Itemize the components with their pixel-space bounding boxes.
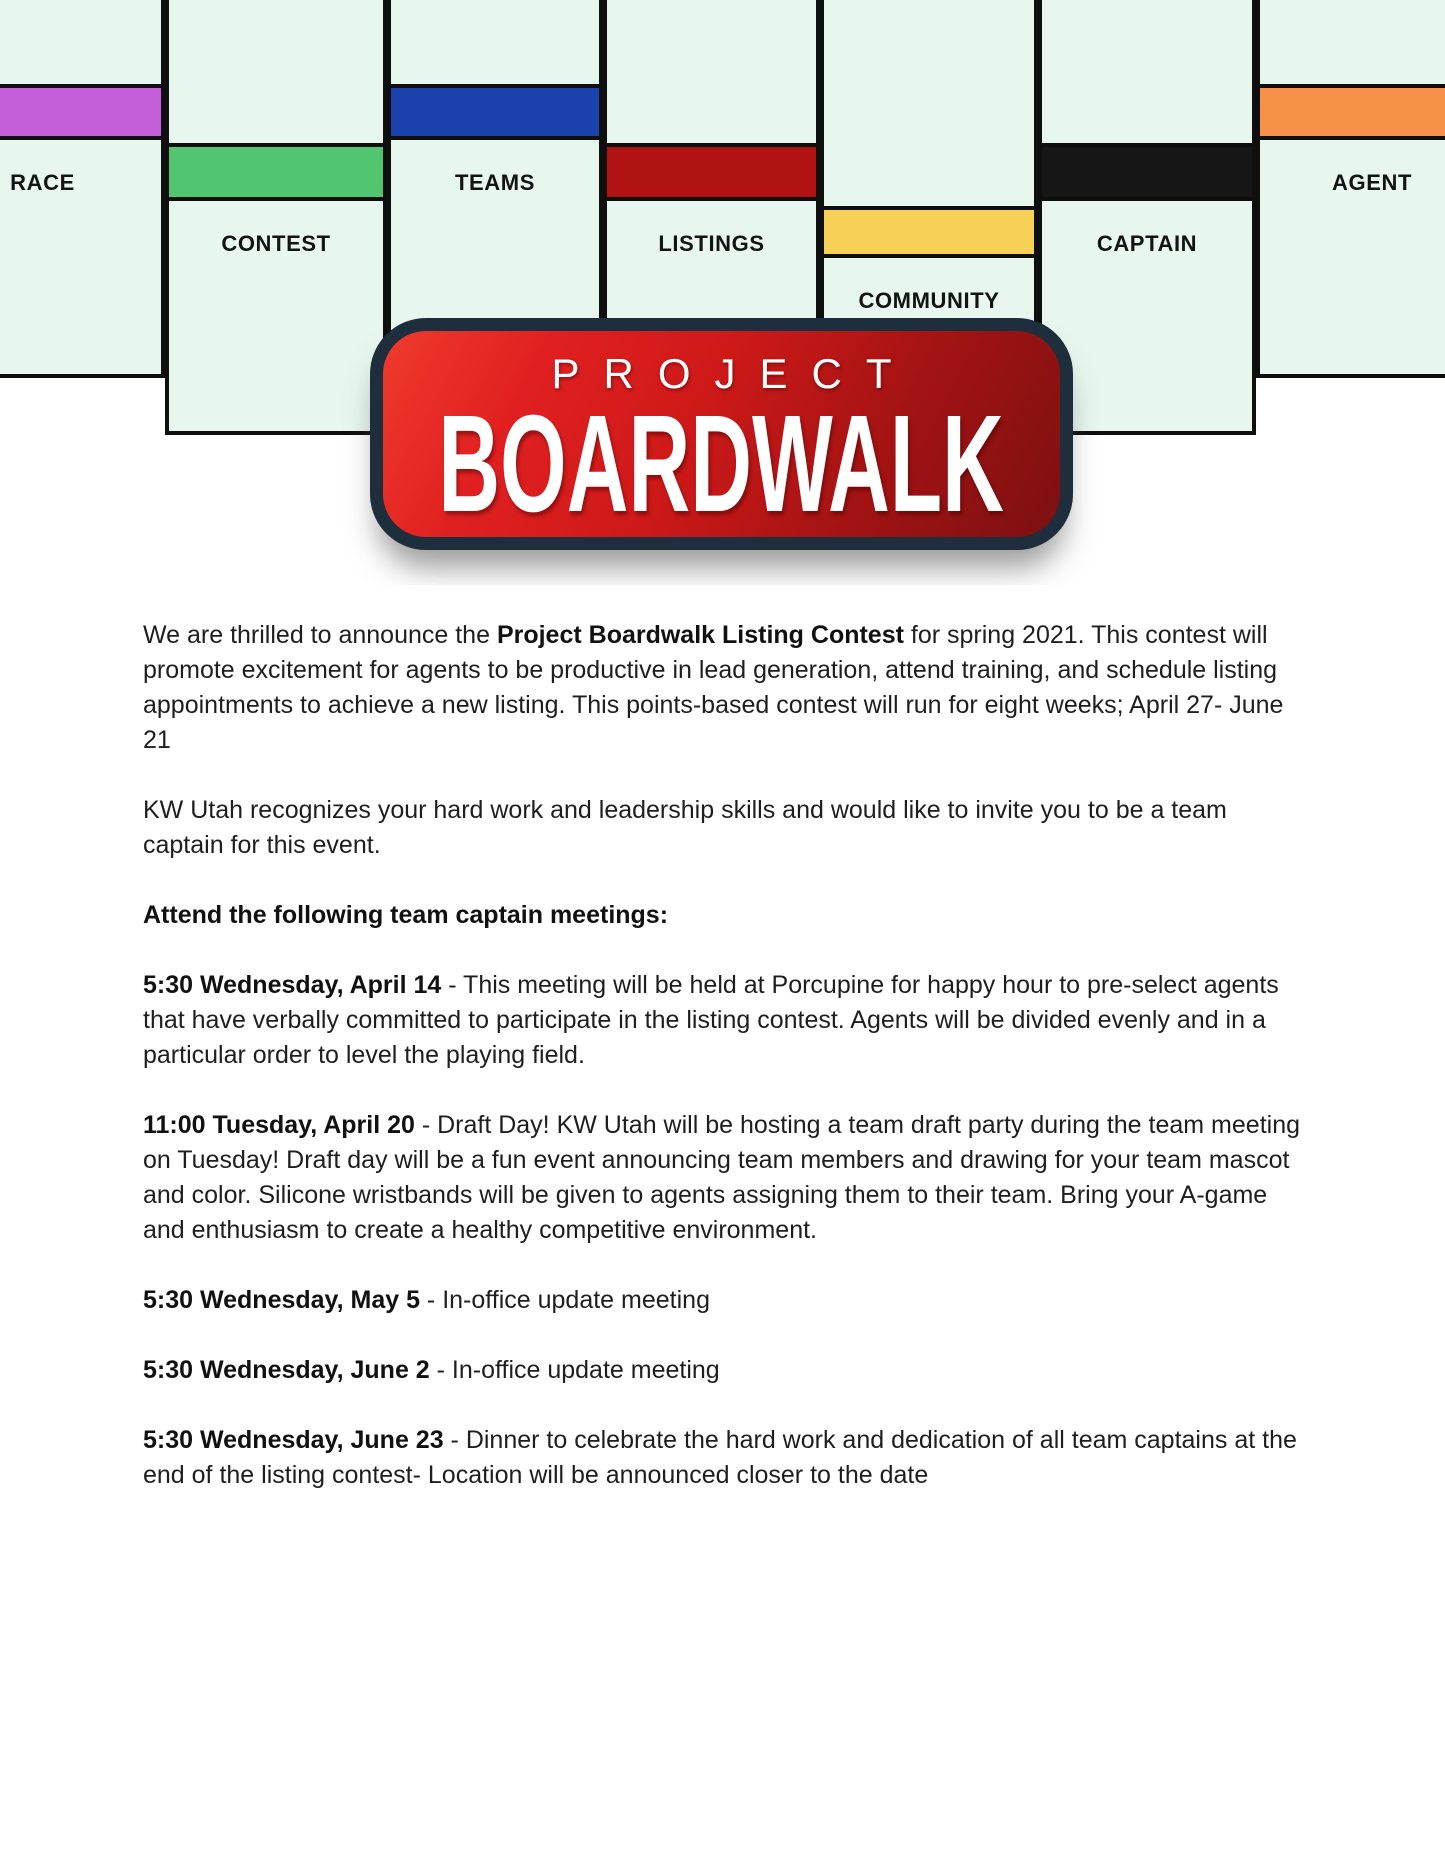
meeting-june-23 — [143, 1423, 1305, 1493]
meeting-description: - In-office update meeting — [419, 1286, 710, 1314]
meeting-description: - This meeting will be held at Porcupine for happy hour to pre-select agents that have verbally committed to participate in the listing contest. Agents will be divided evenly and in a particular order to level the playing field. — [143, 971, 1279, 1069]
card-label: LISTINGS — [658, 231, 765, 256]
card-above-sliver — [387, 0, 603, 84]
card-color-stripe — [1260, 88, 1445, 140]
meeting-title: 5:30 Wednesday, May 5 — [143, 1286, 420, 1314]
card-above-sliver — [603, 0, 820, 143]
meeting-description: - Draft Day! KW Utah will be hosting a team draft party during the team meeting on Tuesday! Draft day will be a fun event announcing team members and drawing for your team mascot and color. Silicone wristbands will be given to agents assigning them to their team. Bring your A-game and enthusiasm to create a healthy competitive environment. — [143, 1111, 1300, 1244]
card-color-stripe — [169, 147, 383, 201]
card-above-sliver — [0, 0, 165, 84]
invitation-paragraph: KW Utah recognizes your hard work and leadership skills and would like to invite you to be a team captain for this event. — [143, 796, 1227, 859]
board-header — [0, 0, 1445, 585]
card-color-stripe — [607, 147, 816, 201]
meeting-may-5 — [143, 1283, 1305, 1318]
card-label: COMMUNITY — [858, 288, 1000, 313]
meeting-title: 11:00 Tuesday, April 20 — [143, 1111, 415, 1139]
meeting-april-14 — [143, 968, 1305, 1073]
meeting-title: 5:30 Wednesday, June 23 — [143, 1426, 444, 1454]
property-card — [1256, 84, 1445, 378]
badge-title-boardwalk: BOARDWALK — [438, 387, 1005, 541]
project-boardwalk-badge — [370, 318, 1073, 550]
property-card — [0, 84, 165, 378]
card-label: RACE — [10, 170, 75, 195]
meeting-april-20 — [143, 1108, 1305, 1248]
card-color-stripe — [824, 210, 1034, 258]
card-above-sliver — [1038, 0, 1256, 143]
card-label: CONTEST — [221, 231, 331, 256]
meeting-june-2 — [143, 1353, 1305, 1388]
card-above-sliver — [820, 0, 1038, 206]
card-color-stripe — [391, 88, 599, 140]
card-label: CAPTAIN — [1096, 231, 1198, 256]
intro-text-post: for spring 2021. This contest will promote excitement for agents to be productive in lead generation, attend training, and schedule listing appointments to achieve a new listing. This points-based contest will run for eight weeks; April 27- June 21 — [143, 621, 1284, 754]
card-color-stripe — [1042, 147, 1252, 201]
badge-title-project: PROJECT — [551, 350, 916, 397]
property-card-race — [0, 0, 165, 585]
intro-paragraph — [143, 618, 1305, 758]
card-color-stripe — [0, 88, 161, 140]
card-above-sliver — [165, 0, 387, 143]
contest-name-highlight: Project Boardwalk Listing Contest — [496, 621, 904, 649]
intro-text-pre: We are thrilled to announce the — [143, 621, 497, 649]
letter-body — [0, 585, 1445, 1493]
property-card-agent — [1256, 0, 1445, 585]
property-card — [165, 143, 387, 435]
card-above-sliver — [1256, 0, 1445, 84]
card-label: AGENT — [1332, 170, 1412, 195]
meeting-title: 5:30 Wednesday, April 14 — [143, 971, 442, 999]
property-card-contest — [165, 0, 387, 585]
meeting-title: 5:30 Wednesday, June 2 — [143, 1356, 430, 1384]
meeting-description: - In-office update meeting — [429, 1356, 720, 1384]
meeting-description: - Dinner to celebrate the hard work and dedication of all team captains at the end of the listing contest- Location will be announced closer to the date — [143, 1426, 1297, 1489]
meetings-heading: Attend the following team captain meetings: — [143, 901, 669, 929]
card-label: TEAMS — [455, 170, 535, 195]
